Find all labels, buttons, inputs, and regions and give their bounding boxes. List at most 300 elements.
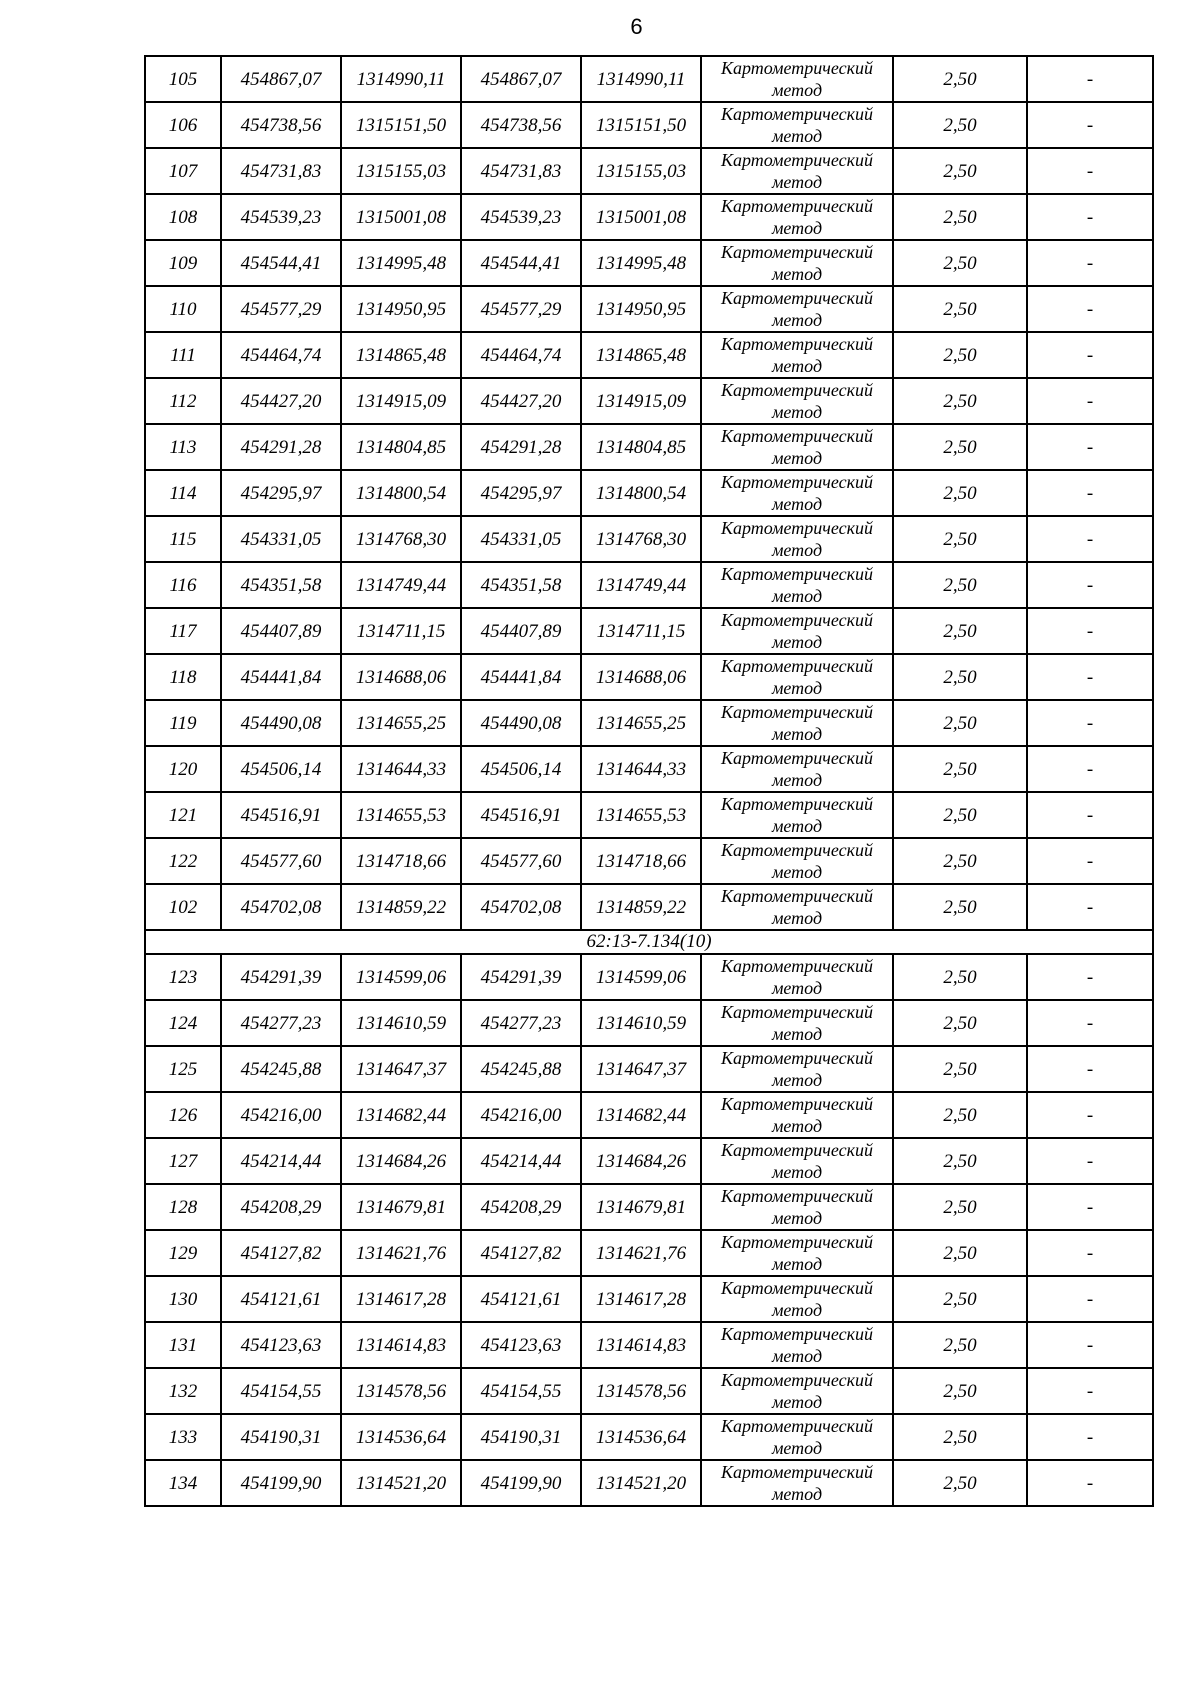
- table-row: [145, 1230, 1153, 1276]
- cell-x-refined: 454277,23: [461, 1000, 581, 1046]
- cell-note: -: [1027, 746, 1153, 792]
- cell-method: [701, 562, 893, 608]
- cell-y-existing: 1314684,26: [341, 1138, 461, 1184]
- cell-accuracy: 2,50: [893, 1322, 1027, 1368]
- method-line-1: Картометрический: [720, 702, 873, 722]
- method-line-1: Картометрический: [720, 1416, 873, 1436]
- cell-y-refined: 1314610,59: [581, 1000, 701, 1046]
- cell-note: -: [1027, 792, 1153, 838]
- method-line-1: Картометрический: [720, 564, 873, 584]
- cell-x-refined: 454331,05: [461, 516, 581, 562]
- cell-x-refined: 454867,07: [461, 56, 581, 102]
- cell-method: [701, 1230, 893, 1276]
- table-row: [145, 1138, 1153, 1184]
- cell-method: [701, 102, 893, 148]
- cell-y-existing: 1314768,30: [341, 516, 461, 562]
- cell-x-existing: 454199,90: [221, 1460, 341, 1506]
- cell-point-number: 128: [145, 1184, 221, 1230]
- cell-point-number: 125: [145, 1046, 221, 1092]
- table-row: [145, 746, 1153, 792]
- cell-y-refined: 1314521,20: [581, 1460, 701, 1506]
- table-row: [145, 378, 1153, 424]
- cell-x-existing: 454351,58: [221, 562, 341, 608]
- cell-note: -: [1027, 838, 1153, 884]
- cell-x-existing: 454464,74: [221, 332, 341, 378]
- cell-point-number: 115: [145, 516, 221, 562]
- cell-x-existing: 454291,28: [221, 424, 341, 470]
- table-row: [145, 792, 1153, 838]
- table-row: [145, 1184, 1153, 1230]
- cell-note: -: [1027, 1138, 1153, 1184]
- method-line-2: метод: [771, 908, 823, 928]
- cell-accuracy: 2,50: [893, 1460, 1027, 1506]
- cell-note: -: [1027, 470, 1153, 516]
- cell-x-existing: 454190,31: [221, 1414, 341, 1460]
- cell-accuracy: 2,50: [893, 1000, 1027, 1046]
- cell-y-existing: 1314718,66: [341, 838, 461, 884]
- cell-note: -: [1027, 884, 1153, 930]
- method-line-2: метод: [771, 632, 823, 652]
- cell-x-existing: 454731,83: [221, 148, 341, 194]
- cell-note: -: [1027, 378, 1153, 424]
- cell-y-refined: 1314614,83: [581, 1322, 701, 1368]
- cell-y-existing: 1314617,28: [341, 1276, 461, 1322]
- method-line-1: Картометрический: [720, 104, 873, 124]
- cell-x-refined: 454738,56: [461, 102, 581, 148]
- cell-y-refined: 1314915,09: [581, 378, 701, 424]
- cell-y-existing: 1314990,11: [341, 56, 461, 102]
- method-line-2: метод: [771, 678, 823, 698]
- method-line-1: Картометрический: [720, 1048, 873, 1068]
- cell-point-number: 133: [145, 1414, 221, 1460]
- cell-x-refined: 454291,39: [461, 954, 581, 1000]
- cell-note: -: [1027, 1460, 1153, 1506]
- cell-note: -: [1027, 1046, 1153, 1092]
- cell-accuracy: 2,50: [893, 378, 1027, 424]
- cell-y-refined: 1315151,50: [581, 102, 701, 148]
- cell-y-existing: 1314950,95: [341, 286, 461, 332]
- cell-x-refined: 454577,60: [461, 838, 581, 884]
- cell-y-refined: 1314684,26: [581, 1138, 701, 1184]
- cell-y-refined: 1314682,44: [581, 1092, 701, 1138]
- cell-x-refined: 454351,58: [461, 562, 581, 608]
- cell-accuracy: 2,50: [893, 700, 1027, 746]
- cell-note: -: [1027, 608, 1153, 654]
- cell-accuracy: 2,50: [893, 792, 1027, 838]
- cell-point-number: 127: [145, 1138, 221, 1184]
- method-line-1: Картометрический: [720, 1094, 873, 1114]
- cell-y-refined: 1314995,48: [581, 240, 701, 286]
- method-line-2: метод: [771, 264, 823, 284]
- cell-y-refined: 1314536,64: [581, 1414, 701, 1460]
- cell-method: [701, 1322, 893, 1368]
- coordinates-table: [144, 55, 1154, 1507]
- cell-y-refined: 1315155,03: [581, 148, 701, 194]
- cell-x-existing: 454738,56: [221, 102, 341, 148]
- cell-x-existing: 454577,60: [221, 838, 341, 884]
- cell-method: [701, 1138, 893, 1184]
- cell-accuracy: 2,50: [893, 1230, 1027, 1276]
- cell-note: -: [1027, 332, 1153, 378]
- cell-point-number: 108: [145, 194, 221, 240]
- cell-point-number: 109: [145, 240, 221, 286]
- cell-y-existing: 1314688,06: [341, 654, 461, 700]
- cell-x-refined: 454214,44: [461, 1138, 581, 1184]
- cell-accuracy: 2,50: [893, 1046, 1027, 1092]
- cell-note: -: [1027, 1368, 1153, 1414]
- cell-x-refined: 454208,29: [461, 1184, 581, 1230]
- table-row: [145, 286, 1153, 332]
- method-line-1: Картометрический: [720, 610, 873, 630]
- cell-y-existing: 1315155,03: [341, 148, 461, 194]
- method-line-1: Картометрический: [720, 1140, 873, 1160]
- method-line-1: Картометрический: [720, 1278, 873, 1298]
- cell-x-existing: 454123,63: [221, 1322, 341, 1368]
- cell-point-number: 110: [145, 286, 221, 332]
- cell-method: [701, 1046, 893, 1092]
- cell-method: [701, 1184, 893, 1230]
- cell-note: -: [1027, 1000, 1153, 1046]
- cell-accuracy: 2,50: [893, 562, 1027, 608]
- method-line-1: Картометрический: [720, 1462, 873, 1482]
- cell-accuracy: 2,50: [893, 56, 1027, 102]
- cell-y-refined: 1314800,54: [581, 470, 701, 516]
- method-line-2: метод: [771, 1346, 823, 1366]
- cell-y-existing: 1314749,44: [341, 562, 461, 608]
- cell-point-number: 122: [145, 838, 221, 884]
- cell-note: -: [1027, 286, 1153, 332]
- coordinates-table-body: [145, 56, 1153, 1506]
- cell-note: -: [1027, 1414, 1153, 1460]
- method-line-1: Картометрический: [720, 656, 873, 676]
- method-line-1: Картометрический: [720, 380, 873, 400]
- method-line-2: метод: [771, 172, 823, 192]
- cell-point-number: 116: [145, 562, 221, 608]
- cell-x-refined: 454506,14: [461, 746, 581, 792]
- cell-x-existing: 454867,07: [221, 56, 341, 102]
- cell-accuracy: 2,50: [893, 1138, 1027, 1184]
- cell-point-number: 129: [145, 1230, 221, 1276]
- cell-method: [701, 378, 893, 424]
- method-line-1: Картометрический: [720, 150, 873, 170]
- method-line-1: Картометрический: [720, 1324, 873, 1344]
- cell-x-refined: 454702,08: [461, 884, 581, 930]
- cell-y-existing: 1314995,48: [341, 240, 461, 286]
- cell-x-existing: 454277,23: [221, 1000, 341, 1046]
- cell-method: [701, 424, 893, 470]
- table-row: [145, 1368, 1153, 1414]
- method-line-2: метод: [771, 816, 823, 836]
- method-line-1: Картометрический: [720, 1002, 873, 1022]
- cell-y-refined: 1314768,30: [581, 516, 701, 562]
- cell-accuracy: 2,50: [893, 1414, 1027, 1460]
- table-row: [145, 1276, 1153, 1322]
- method-line-1: Картометрический: [720, 426, 873, 446]
- cell-y-refined: 1314990,11: [581, 56, 701, 102]
- method-line-1: Картометрический: [720, 794, 873, 814]
- table-row: [145, 608, 1153, 654]
- cell-y-refined: 1314711,15: [581, 608, 701, 654]
- cell-accuracy: 2,50: [893, 148, 1027, 194]
- cell-x-refined: 454490,08: [461, 700, 581, 746]
- method-line-2: метод: [771, 356, 823, 376]
- table-row: [145, 1046, 1153, 1092]
- cell-method: [701, 56, 893, 102]
- cell-y-existing: 1314521,20: [341, 1460, 461, 1506]
- cell-y-refined: 1314688,06: [581, 654, 701, 700]
- method-line-1: Картометрический: [720, 196, 873, 216]
- cell-method: [701, 700, 893, 746]
- cell-y-existing: 1314711,15: [341, 608, 461, 654]
- cell-y-refined: 1314617,28: [581, 1276, 701, 1322]
- cell-method: [701, 1000, 893, 1046]
- cell-y-refined: 1314718,66: [581, 838, 701, 884]
- method-line-1: Картометрический: [720, 58, 873, 78]
- cell-method: [701, 240, 893, 286]
- cell-y-existing: 1315001,08: [341, 194, 461, 240]
- cell-x-refined: 454295,97: [461, 470, 581, 516]
- method-line-1: Картометрический: [720, 956, 873, 976]
- cell-method: [701, 332, 893, 378]
- table-row: [145, 954, 1153, 1000]
- method-line-2: метод: [771, 1024, 823, 1044]
- cell-accuracy: 2,50: [893, 838, 1027, 884]
- cell-y-refined: 1314655,25: [581, 700, 701, 746]
- cell-x-refined: 454154,55: [461, 1368, 581, 1414]
- cell-x-refined: 454441,84: [461, 654, 581, 700]
- cell-method: [701, 470, 893, 516]
- cell-point-number: 112: [145, 378, 221, 424]
- cell-y-refined: 1314679,81: [581, 1184, 701, 1230]
- table-row: [145, 1000, 1153, 1046]
- cell-point-number: 106: [145, 102, 221, 148]
- table-row: [145, 148, 1153, 194]
- method-line-2: метод: [771, 80, 823, 100]
- cell-y-existing: 1314599,06: [341, 954, 461, 1000]
- cell-point-number: 119: [145, 700, 221, 746]
- cell-x-existing: 454506,14: [221, 746, 341, 792]
- cell-y-existing: 1314865,48: [341, 332, 461, 378]
- cell-note: -: [1027, 56, 1153, 102]
- method-line-1: Картометрический: [720, 472, 873, 492]
- cell-accuracy: 2,50: [893, 286, 1027, 332]
- cell-y-existing: 1314655,53: [341, 792, 461, 838]
- method-line-2: метод: [771, 1162, 823, 1182]
- cell-point-number: 134: [145, 1460, 221, 1506]
- cell-method: [701, 516, 893, 562]
- cell-note: -: [1027, 1276, 1153, 1322]
- cell-x-refined: 454516,91: [461, 792, 581, 838]
- cell-note: -: [1027, 1092, 1153, 1138]
- cell-x-existing: 454216,00: [221, 1092, 341, 1138]
- cell-y-refined: 1314644,33: [581, 746, 701, 792]
- method-line-2: метод: [771, 978, 823, 998]
- cell-accuracy: 2,50: [893, 102, 1027, 148]
- cell-method: [701, 608, 893, 654]
- table-row: [145, 1322, 1153, 1368]
- cell-method: [701, 884, 893, 930]
- cell-x-existing: 454127,82: [221, 1230, 341, 1276]
- method-line-2: метод: [771, 1438, 823, 1458]
- cell-note: -: [1027, 1230, 1153, 1276]
- cell-y-refined: 1314859,22: [581, 884, 701, 930]
- cell-x-existing: 454427,20: [221, 378, 341, 424]
- method-line-1: Картометрический: [720, 288, 873, 308]
- cell-point-number: 107: [145, 148, 221, 194]
- cell-x-existing: 454214,44: [221, 1138, 341, 1184]
- cell-y-refined: 1314599,06: [581, 954, 701, 1000]
- section-title: 62:13-7.134(10): [145, 930, 1153, 954]
- cell-method: [701, 286, 893, 332]
- cell-y-existing: 1314647,37: [341, 1046, 461, 1092]
- cell-point-number: 118: [145, 654, 221, 700]
- cell-x-refined: 454539,23: [461, 194, 581, 240]
- cell-method: [701, 792, 893, 838]
- cell-accuracy: 2,50: [893, 1184, 1027, 1230]
- method-line-2: метод: [771, 402, 823, 422]
- cell-method: [701, 746, 893, 792]
- cell-x-refined: 454731,83: [461, 148, 581, 194]
- cell-point-number: 105: [145, 56, 221, 102]
- table-row: [145, 194, 1153, 240]
- cell-x-existing: 454577,29: [221, 286, 341, 332]
- method-line-2: метод: [771, 126, 823, 146]
- section-row: [145, 930, 1153, 954]
- cell-x-refined: 454464,74: [461, 332, 581, 378]
- cell-y-refined: 1315001,08: [581, 194, 701, 240]
- cell-x-existing: 454441,84: [221, 654, 341, 700]
- table-row: [145, 102, 1153, 148]
- cell-y-existing: 1314644,33: [341, 746, 461, 792]
- cell-point-number: 130: [145, 1276, 221, 1322]
- cell-point-number: 123: [145, 954, 221, 1000]
- cell-x-refined: 454216,00: [461, 1092, 581, 1138]
- cell-method: [701, 1460, 893, 1506]
- cell-accuracy: 2,50: [893, 746, 1027, 792]
- cell-x-refined: 454291,28: [461, 424, 581, 470]
- cell-method: [701, 838, 893, 884]
- cell-x-refined: 454245,88: [461, 1046, 581, 1092]
- method-line-1: Картометрический: [720, 1370, 873, 1390]
- cell-point-number: 120: [145, 746, 221, 792]
- method-line-2: метод: [771, 540, 823, 560]
- method-line-2: метод: [771, 310, 823, 330]
- cell-point-number: 114: [145, 470, 221, 516]
- cell-y-refined: 1314655,53: [581, 792, 701, 838]
- cell-point-number: 126: [145, 1092, 221, 1138]
- cell-method: [701, 194, 893, 240]
- cell-accuracy: 2,50: [893, 424, 1027, 470]
- cell-method: [701, 1368, 893, 1414]
- cell-x-refined: 454123,63: [461, 1322, 581, 1368]
- cell-y-existing: 1314621,76: [341, 1230, 461, 1276]
- cell-accuracy: 2,50: [893, 654, 1027, 700]
- cell-x-existing: 454490,08: [221, 700, 341, 746]
- cell-accuracy: 2,50: [893, 240, 1027, 286]
- cell-y-refined: 1314950,95: [581, 286, 701, 332]
- table-row: [145, 470, 1153, 516]
- cell-x-refined: 454544,41: [461, 240, 581, 286]
- cell-accuracy: 2,50: [893, 194, 1027, 240]
- cell-x-existing: 454208,29: [221, 1184, 341, 1230]
- cell-method: [701, 1414, 893, 1460]
- cell-note: -: [1027, 516, 1153, 562]
- cell-note: -: [1027, 240, 1153, 286]
- cell-method: [701, 148, 893, 194]
- cell-point-number: 132: [145, 1368, 221, 1414]
- method-line-2: метод: [771, 494, 823, 514]
- cell-x-existing: 454154,55: [221, 1368, 341, 1414]
- cell-y-existing: 1314800,54: [341, 470, 461, 516]
- cell-accuracy: 2,50: [893, 1368, 1027, 1414]
- table-row: [145, 332, 1153, 378]
- method-line-1: Картометрический: [720, 242, 873, 262]
- cell-method: [701, 1092, 893, 1138]
- table-row: [145, 240, 1153, 286]
- method-line-2: метод: [771, 1254, 823, 1274]
- cell-y-existing: 1314614,83: [341, 1322, 461, 1368]
- method-line-1: Картометрический: [720, 840, 873, 860]
- cell-x-existing: 454121,61: [221, 1276, 341, 1322]
- cell-accuracy: 2,50: [893, 608, 1027, 654]
- cell-note: -: [1027, 194, 1153, 240]
- cell-point-number: 111: [145, 332, 221, 378]
- cell-x-refined: 454577,29: [461, 286, 581, 332]
- cell-y-existing: 1314915,09: [341, 378, 461, 424]
- cell-x-existing: 454245,88: [221, 1046, 341, 1092]
- method-line-2: метод: [771, 1070, 823, 1090]
- cell-x-refined: 454427,20: [461, 378, 581, 424]
- cell-point-number: 117: [145, 608, 221, 654]
- method-line-1: Картометрический: [720, 886, 873, 906]
- cell-x-existing: 454295,97: [221, 470, 341, 516]
- method-line-2: метод: [771, 1208, 823, 1228]
- method-line-2: метод: [771, 862, 823, 882]
- cell-x-existing: 454407,89: [221, 608, 341, 654]
- cell-y-refined: 1314749,44: [581, 562, 701, 608]
- cell-y-existing: 1315151,50: [341, 102, 461, 148]
- cell-point-number: 121: [145, 792, 221, 838]
- page-number: 6: [630, 14, 643, 39]
- cell-x-existing: 454539,23: [221, 194, 341, 240]
- cell-x-existing: 454702,08: [221, 884, 341, 930]
- cell-y-refined: 1314621,76: [581, 1230, 701, 1276]
- cell-x-existing: 454516,91: [221, 792, 341, 838]
- method-line-2: метод: [771, 448, 823, 468]
- cell-note: -: [1027, 954, 1153, 1000]
- cell-note: -: [1027, 654, 1153, 700]
- method-line-2: метод: [771, 724, 823, 744]
- cell-x-refined: 454190,31: [461, 1414, 581, 1460]
- cell-note: -: [1027, 562, 1153, 608]
- method-line-2: метод: [771, 770, 823, 790]
- cell-y-refined: 1314865,48: [581, 332, 701, 378]
- cell-x-refined: 454127,82: [461, 1230, 581, 1276]
- table-row: [145, 56, 1153, 102]
- cell-note: -: [1027, 148, 1153, 194]
- cell-x-refined: 454407,89: [461, 608, 581, 654]
- method-line-2: метод: [771, 586, 823, 606]
- table-row: [145, 516, 1153, 562]
- table-row: [145, 700, 1153, 746]
- cell-x-existing: 454331,05: [221, 516, 341, 562]
- cell-y-existing: 1314655,25: [341, 700, 461, 746]
- cell-y-existing: 1314536,64: [341, 1414, 461, 1460]
- cell-y-existing: 1314679,81: [341, 1184, 461, 1230]
- cell-y-existing: 1314610,59: [341, 1000, 461, 1046]
- cell-accuracy: 2,50: [893, 884, 1027, 930]
- table-row: [145, 1460, 1153, 1506]
